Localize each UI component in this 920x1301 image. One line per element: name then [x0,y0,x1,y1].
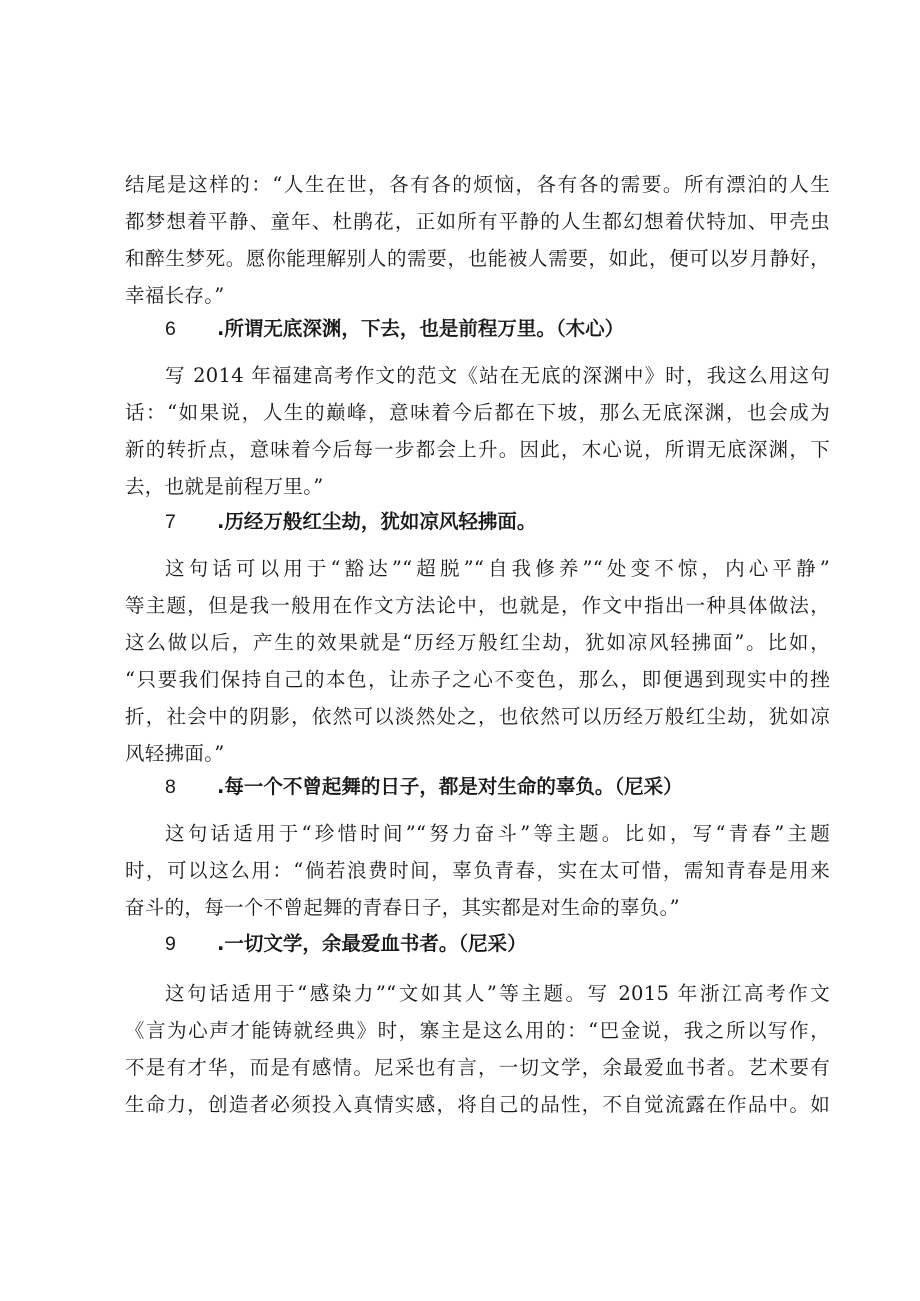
item-quote: .一切文学，余最爱血书者。（尼采） [217,932,527,955]
heading-item-8 [165,768,683,806]
text-line: “只要我们保持自己的本色，让赤子之心不变色，那么，即便遇到现实中的挫 [125,668,830,691]
text-line: 去，也就是前程万里。” [125,475,324,498]
text-line: 话：“如果说，人生的巅峰，意味着今后都在下坡，那么无底深渊，也会成为 [125,401,830,424]
item-quote: .所谓无底深渊，下去，也是前程万里。（木心） [217,317,625,340]
text-line: 等主题，但是我一般用在作文方法论中，也就是，作文中指出一种具体做法， [125,594,830,617]
item-number: 7 [165,511,176,533]
paragraph-item-7 [125,550,830,772]
paragraph-item-6 [125,357,830,505]
text-line: 不是有才华，而是有感情。尼采也有言，一切文学，余最爱血书者。艺术要有 [125,1056,830,1079]
heading-item-7 [165,503,536,541]
text-line: 和醉生梦死。愿你能理解别人的需要，也能被人需要，如此，便可以岁月静好， [125,247,830,270]
text-line: 新的转折点，意味着今后每一步都会上升。因此，木心说，所谓无底深渊，下 [125,438,830,461]
text-line: 生命力，创造者必须投入真情实感，将自己的品性，不自觉流露在作品中。如 [125,1093,830,1116]
heading-item-6 [165,310,624,348]
paragraph-item-9 [125,975,830,1123]
text-line: 风轻拂面。” [125,742,225,765]
text-line: 结尾是这样的：“人生在世，各有各的烦恼，各有各的需要。所有漂泊的人生 [125,173,830,196]
paragraph-intro-ending [125,166,830,314]
text-line: 《言为心声才能铸就经典》时，寨主是这么用的：“巴金说，我之所以写作， [125,1019,830,1042]
text-line: 时，可以这么用：“倘若浪费时间，辜负青春，实在太可惜，需知青春是用来 [125,859,830,882]
text-line: 都梦想着平静、童年、杜鹃花，正如所有平静的人生都幻想着伏特加、甲壳虫 [125,210,830,233]
text-line: 这句话可以用于“豁达”“超脱”“自我修养”“处变不惊，内心平静” [165,557,830,580]
text-line: 写 2014 年福建高考作文的范文《站在无底的深渊中》时，我这么用这句 [165,364,830,387]
text-line: 这句话适用于“珍惜时间”“努力奋斗”等主题。比如，写“青春”主题 [165,822,830,845]
item-number: 6 [165,318,176,340]
text-line: 奋斗的，每一个不曾起舞的青春日子，其实都是对生命的辜负。” [125,896,680,919]
item-quote: .历经万般红尘劫，犹如凉风轻拂面。 [217,510,537,533]
text-line: 这么做以后，产生的效果就是“历经万般红尘劫，犹如凉风轻拂面”。比如， [125,631,830,654]
item-quote: .每一个不曾起舞的日子，都是对生命的辜负。（尼采） [217,775,683,798]
paragraph-item-8 [125,815,830,926]
text-line: 这句话适用于“感染力”“文如其人”等主题。写 2015 年浙江高考作文 [165,982,830,1005]
text-line: 折，社会中的阴影，依然可以淡然处之，也依然可以历经万般红尘劫，犹如凉 [125,705,830,728]
heading-item-9 [165,925,527,963]
item-number: 8 [165,776,176,798]
text-line: 幸福长存。” [125,284,225,307]
item-number: 9 [165,933,176,955]
